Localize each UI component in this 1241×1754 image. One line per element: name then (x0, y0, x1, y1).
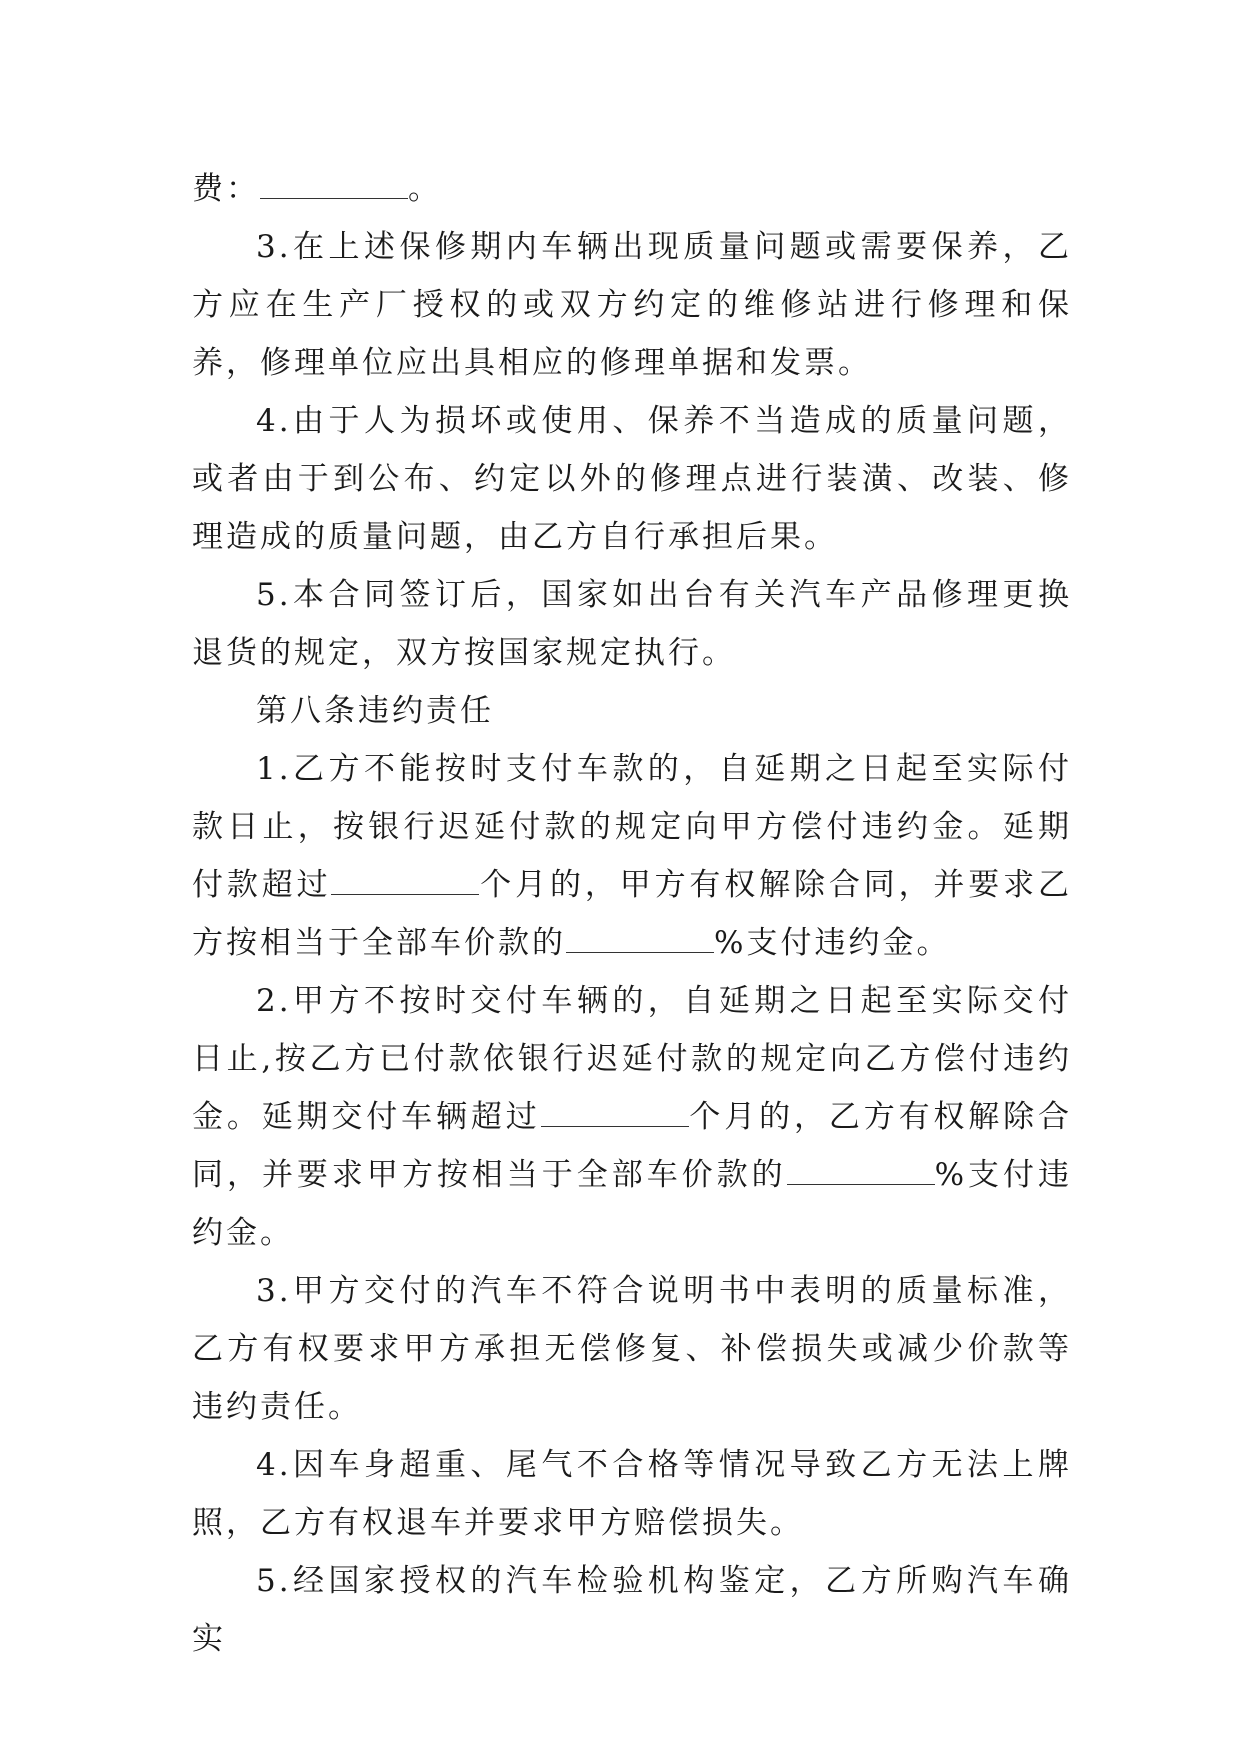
section-8-heading: 第八条违约责任 (256, 693, 494, 729)
clause-8-4: 4.因车身超重、尾气不合格等情况导致乙方无法上牌照，乙方有权退车并要求甲方赔偿损失。 (192, 1447, 1072, 1541)
clause-8-2-part2: 个月的，乙方有权解除合同，并要求甲方按相当于全部车价款的 (192, 1099, 1073, 1193)
clause-8-1-part3: %支付违约金。 (714, 925, 951, 961)
months-blank (541, 1098, 689, 1127)
fee-suffix: 。 (408, 171, 442, 207)
clause-8-2-part3: %支付违约金。 (192, 1157, 1072, 1251)
clause-8-1 (192, 740, 1072, 972)
clause-8-1-part2: 个月的，甲方有权解除合同，并要求乙方按相当于全部车价款的 (192, 867, 1073, 961)
clause-7-3: 3.在上述保修期内车辆出现质量问题或需要保养，乙方应在生产厂授权的或双方约定的维修站进行修理和保养，修理单位应出具相应的修理单据和发票。 (192, 229, 1072, 381)
clause-8-2 (192, 972, 1072, 1262)
document-page (192, 160, 1072, 1668)
clause-8-5: 5.经国家授权的汽车检验机构鉴定，乙方所购汽车确实 (192, 1563, 1072, 1657)
clause-7-4: 4.由于人为损坏或使用、保养不当造成的质量问题，或者由于到公布、约定以外的修理点进行装潢、改装、修理造成的质量问题，由乙方自行承担后果。 (192, 403, 1072, 555)
percent-blank (787, 1156, 935, 1185)
percent-blank (566, 924, 714, 953)
months-blank (331, 866, 479, 895)
clause-8-2-part1: 2.甲方不按时交付车辆的，自延期之日起至实际交付日止,按乙方已付款依银行迟延付款的规定向乙方偿付违约金。延期交付车辆超过 (192, 983, 1072, 1135)
fee-blank (260, 170, 408, 199)
fee-line (192, 160, 1072, 218)
clause-8-3: 3.甲方交付的汽车不符合说明书中表明的质量标准，乙方有权要求甲方承担无偿修复、补偿损失或减少价款等违约责任。 (192, 1273, 1072, 1425)
clause-8-1-part1: 1.乙方不能按时支付车款的，自延期之日起至实际付款日止，按银行迟延付款的规定向甲方偿付违约金。延期付款超过 (192, 751, 1072, 903)
fee-prefix: 费： (192, 171, 260, 207)
clause-7-5: 5.本合同签订后，国家如出台有关汽车产品修理更换退货的规定，双方按国家规定执行。 (192, 577, 1072, 671)
